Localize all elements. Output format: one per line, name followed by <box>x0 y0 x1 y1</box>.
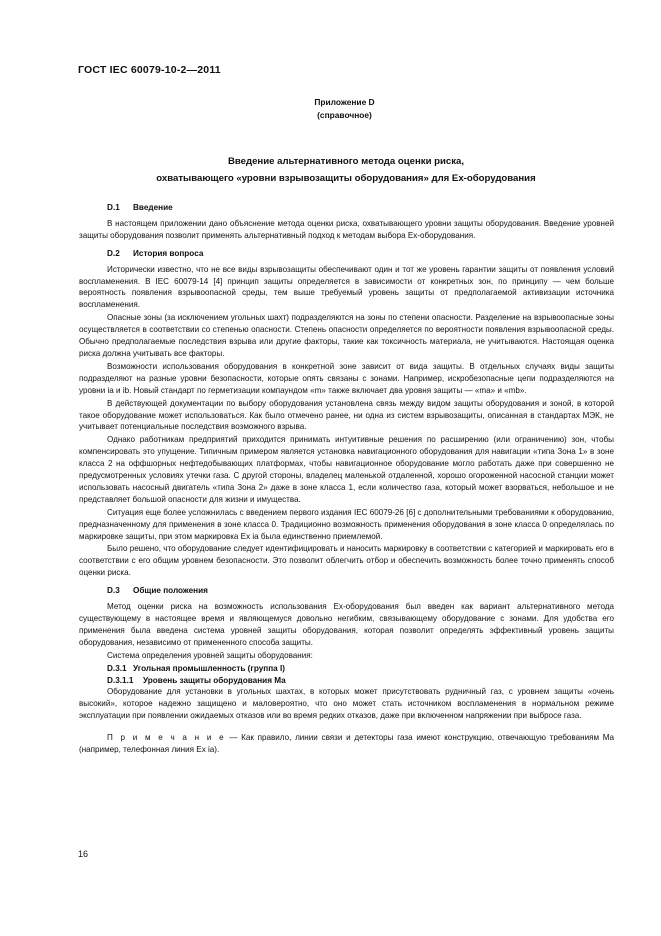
section-heading-d3 <box>107 585 614 597</box>
section-title: Уровень защиты оборудования Ma <box>143 675 286 685</box>
document-body <box>79 200 614 756</box>
page-number: 16 <box>78 849 89 859</box>
document-header: ГОСТ IEC 60079-10-2—2011 <box>78 64 221 76</box>
paragraph: Метод оценки риска на возможность использования Ex-оборудования был введен как вариант альтернативного метода существующему в настоящее время и являющемуся довольно негибким, связывающему оборудование с зонами. Для удобства его применения была введена система уровней защиты оборудования, которая позволит определять эффективный уровень защиты оборудования, независимо от примененного способа защиты. <box>79 602 614 647</box>
subsection-heading-d3-1 <box>107 663 614 675</box>
section-number: D.1 <box>107 203 120 212</box>
annex-title: Приложение D <box>314 97 375 107</box>
section-title: История вопроса <box>133 248 204 258</box>
section-number: D.3 <box>107 586 120 596</box>
section-number: D.3.1.1 <box>107 675 134 685</box>
paragraph: Исторически известно, что не все виды взрывозащиты обеспечивают один и тот же уровень гарантии защиты от появления условий воспламенения. В IEC 60079-14 [4] принцип защиты определяется в зависимости от конкретных зон, по принципу — чем больше вероятность появления взрывоопасной среды, тем выше требуемый уровень защиты от предполагаемой активизации источника воспламенения. <box>79 264 614 310</box>
section-title: Введение <box>133 203 173 212</box>
note-label: П р и м е ч а н и е <box>107 733 226 743</box>
section-title: Угольная промышленность (группа I) <box>133 663 285 673</box>
paragraph: В действующей документации по выбору оборудования установлена связь между видом защиты оборудования и зоной, в которой такое оборудование может использоваться. Как было отмечено ранее, ни одна из систем взрывозащиты, описанная в стандартах МЭК, не учитывает потенциальные последствия возможного взрыва. <box>79 398 614 432</box>
note-text: — Как правило, линии связи и детекторы газа имеют конструкцию, отвечающую требованиям Ma (например, телефонная линия Ex ia). <box>79 733 614 755</box>
paragraph: Система определения уровней защиты оборудования: <box>107 650 313 660</box>
paragraph: Было решено, что оборудование следует идентифицировать и наносить маркировку в соответствии с категорией и маркировать его в соответствии с его общим уровнем безопасности. Это позволит облегчить отбор и обеспечить возможность более точно применять способ оценки риска. <box>79 544 614 578</box>
paragraph: Возможности использования оборудования в конкретной зоне зависит от вида защиты. В отдельных случаях виды защиты подразделяют на разные уровни безопасности, которые опять связаны с зонами. Например, искробезопасные цепи подразделяются на уровни ia и ib. Новый стандарт по герметизации компаундом «m» также включает два уровня защиты — «ma» и «mb». <box>79 361 614 395</box>
paragraph: Ситуация еще более усложнилась с введением первого издания IEC 60079-26 [6] с дополнительными требованиями к оборудованию, предназначенному для применения в зоне класса 0. Традиционно возможность применения оборудования в зоне класса 0 определялась по маркировке защиты, при этом маркировка Ex ia была единственно приемлемой. <box>79 507 614 541</box>
paragraph: Однако работникам предприятий приходится принимать интуитивные решения по расширению (или ограничению) зон, чтобы компенсировать это упущение. Типичным примером является установка навигационного оборудования для навигации «типа Зона 1» в зоне класса 2 на оффшорных нефтедобывающих платформах, чтобы навигационное оборудование могло работать даже при совершенно не предусмотренных условиях утечки газа. С другой стороны, владелец маленькой отдаленной, хорошо огороженной насосной станции может использовать насосный двигатель «типа Зона 2» даже в зоне класса 1, если количество газа, который может взорваться, небольшое и не представляет большой опасности для жизни и имущества. <box>79 435 614 504</box>
annex-subtitle: (справочное) <box>317 110 372 120</box>
paragraph: Оборудование для установки в угольных шахтах, в которых может присутствовать рудничный газ, с уровнем защиты «очень высокий», которое надежно защищено и маловероятно, что оно может стать источником воспламенения в нормальном режиме эксплуатации при появлении ожидаемых отказов или во время редких отказов, даже при включенном напряжении при выбросе газа. <box>79 687 614 721</box>
section-heading-d2 <box>107 248 614 260</box>
section-title: Общие положения <box>133 586 208 596</box>
section-number: D.3.1 <box>107 663 127 673</box>
annex-heading-line-2: охватывающего «уровни взрывозащиты оборудования» для Ex-оборудования <box>156 173 536 184</box>
paragraph: Опасные зоны (за исключением угольных шахт) подразделяются на зоны по степени опасности. Разделение на взрывоопасные зоны осуществляется в соответствии со степенью опасности. Степень опасности определяется по вероятности появления взрывоопасной среды. Обычно предполагаемые последствия взрыва или другие факторы, такие как токсичность материала, не учитываются. Настоящая оценка риска должна учитывать все факторы. <box>79 313 614 358</box>
subsection-heading-d3-1-1 <box>107 675 614 687</box>
section-heading-d1 <box>107 202 614 214</box>
paragraph: В настоящем приложении дано объяснение метода оценки риска, охватывающего уровни защиты оборудования. Введение уровней защиты оборудования позволит применять альтернативный подход к методам выбора Ex-оборудования. <box>79 218 614 240</box>
section-number: D.2 <box>107 248 120 258</box>
note <box>79 732 614 756</box>
annex-heading-line-1: Введение альтернативного метода оценки риска, <box>227 156 465 167</box>
